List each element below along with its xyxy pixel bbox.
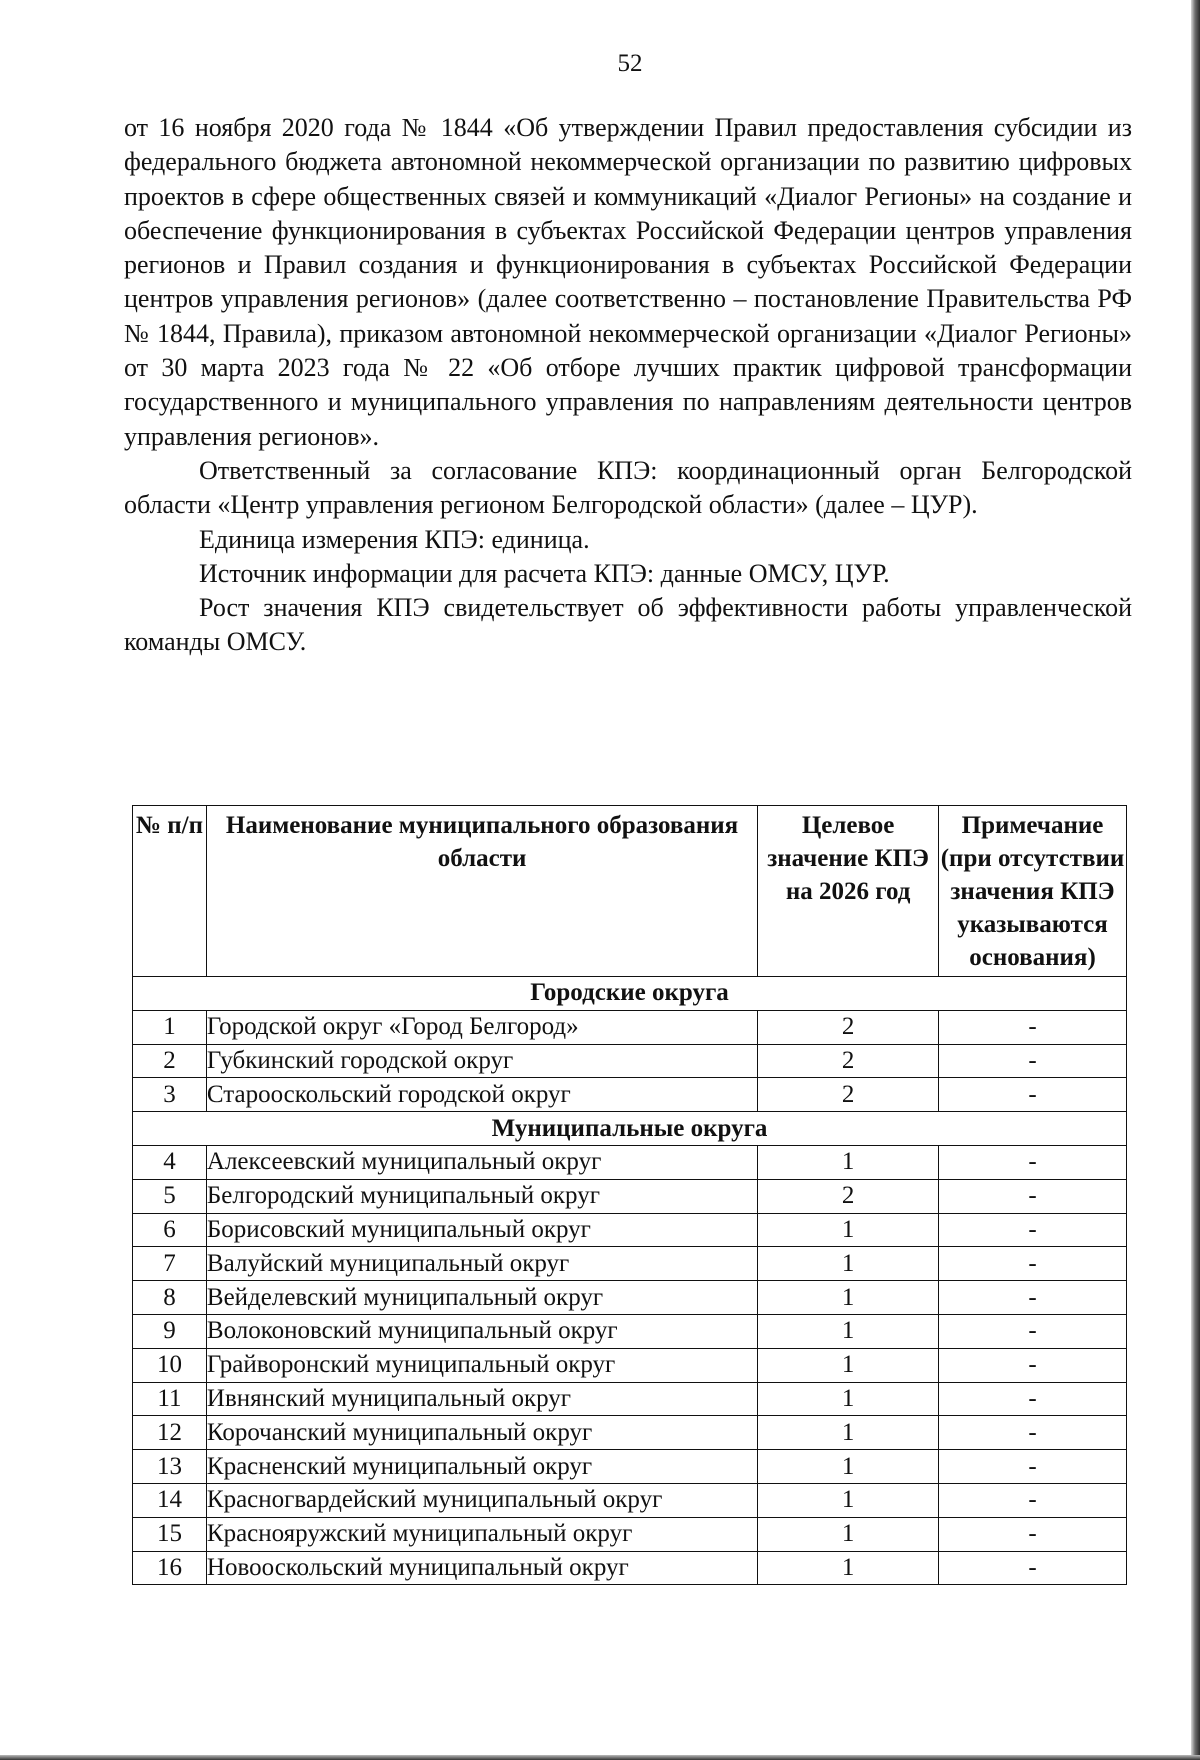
table-row (133, 1145, 1127, 1179)
table-row (133, 1382, 1127, 1416)
paragraph-continuation: от 16 ноября 2020 года № 1844 «Об утверждении Правил предоставления субсидии из федерального бюджета автономной некоммерческой организации по развитию цифровых проектов в сфере общественных связей и коммуникаций «Диалог Регионы» на создание и обеспечение функционирования в субъектах Российской Федерации центров управления регионов и Правил создания и функционирования в субъектах Российской Федерации центров управления регионов» (далее соответственно – постановление Правительства РФ № 1844, Правила), приказом автономной некоммерческой организации «Диалог Регионы» от 30 марта 2023 года № 22 «Об отборе лучших практик цифровой трансформации государственного и муниципального управления по направлениям деятельности центров управления регионов». (124, 113, 1132, 451)
cell-num: 8 (133, 1281, 207, 1315)
cell-target: 1 (758, 1145, 939, 1179)
table-row (133, 1551, 1127, 1585)
cell-note: - (939, 1416, 1127, 1450)
cell-target: 1 (758, 1416, 939, 1450)
page-number: 52 (617, 50, 643, 77)
cell-note: - (939, 1145, 1127, 1179)
cell-name: Корочанский муниципальный округ (206, 1416, 757, 1450)
table-row (133, 1416, 1127, 1450)
section-title: Муниципальные округа (133, 1112, 1127, 1146)
cell-name: Старооскольский городской округ (206, 1078, 757, 1112)
cell-num: 2 (133, 1044, 207, 1078)
cell-note: - (939, 1247, 1127, 1281)
section-title: Городские округа (133, 977, 1127, 1011)
cell-target: 1 (758, 1483, 939, 1517)
cell-num: 12 (133, 1416, 207, 1450)
cell-name: Белгородский муниципальный округ (206, 1179, 757, 1213)
table-row (133, 1483, 1127, 1517)
table-row (133, 1247, 1127, 1281)
cell-note: - (939, 1281, 1127, 1315)
table-header-row (133, 806, 1127, 977)
cell-name: Красногвардейский муниципальный округ (206, 1483, 757, 1517)
cell-num: 16 (133, 1551, 207, 1585)
cell-note: - (939, 1551, 1127, 1585)
cell-note: - (939, 1450, 1127, 1484)
body-text (124, 111, 1132, 660)
paragraph-unit: Единица измерения КПЭ: единица. (199, 524, 590, 554)
table-row (133, 1348, 1127, 1382)
scan-edge-bottom (0, 1755, 1200, 1760)
cell-note: - (939, 1348, 1127, 1382)
cell-target: 2 (758, 1010, 939, 1044)
table-body (133, 977, 1127, 1585)
cell-name: Валуйский муниципальный округ (206, 1247, 757, 1281)
cell-target: 2 (758, 1044, 939, 1078)
cell-num: 4 (133, 1145, 207, 1179)
cell-num: 10 (133, 1348, 207, 1382)
kpe-table (132, 805, 1127, 1585)
cell-name: Губкинский городской округ (206, 1044, 757, 1078)
header-note: Примечание (при отсутствии значения КПЭ указываются основания) (939, 806, 1127, 977)
cell-target: 1 (758, 1348, 939, 1382)
cell-target: 1 (758, 1281, 939, 1315)
cell-target: 2 (758, 1078, 939, 1112)
table-row (133, 1044, 1127, 1078)
table-row (133, 1078, 1127, 1112)
section-row (133, 977, 1127, 1011)
cell-note: - (939, 1483, 1127, 1517)
cell-name: Городской округ «Город Белгород» (206, 1010, 757, 1044)
cell-name: Краснояружский муниципальный округ (206, 1517, 757, 1551)
cell-num: 15 (133, 1517, 207, 1551)
section-row (133, 1112, 1127, 1146)
cell-target: 1 (758, 1247, 939, 1281)
cell-name: Красненский муниципальный округ (206, 1450, 757, 1484)
table-row (133, 1314, 1127, 1348)
cell-num: 9 (133, 1314, 207, 1348)
cell-target: 1 (758, 1450, 939, 1484)
table-row (133, 1450, 1127, 1484)
cell-num: 11 (133, 1382, 207, 1416)
cell-num: 6 (133, 1213, 207, 1247)
cell-note: - (939, 1179, 1127, 1213)
cell-name: Алексеевский муниципальный округ (206, 1145, 757, 1179)
cell-note: - (939, 1010, 1127, 1044)
cell-num: 14 (133, 1483, 207, 1517)
cell-num: 13 (133, 1450, 207, 1484)
cell-name: Ивнянский муниципальный округ (206, 1382, 757, 1416)
header-num: № п/п (133, 806, 207, 977)
table-row (133, 1010, 1127, 1044)
cell-target: 2 (758, 1179, 939, 1213)
cell-target: 1 (758, 1314, 939, 1348)
cell-target: 1 (758, 1517, 939, 1551)
cell-note: - (939, 1044, 1127, 1078)
cell-note: - (939, 1078, 1127, 1112)
scan-edge-right (1191, 0, 1200, 1760)
cell-note: - (939, 1314, 1127, 1348)
table-row (133, 1213, 1127, 1247)
paragraph-responsible: Ответственный за согласование КПЭ: координационный орган Белгородской области «Центр управления регионом Белгородской области» (далее – ЦУР). (124, 455, 1132, 520)
header-target: Целевое значение КПЭ на 2026 год (758, 806, 939, 977)
cell-name: Волоконовский муниципальный округ (206, 1314, 757, 1348)
cell-note: - (939, 1213, 1127, 1247)
cell-name: Вейделевский муниципальный округ (206, 1281, 757, 1315)
cell-name: Грайворонский муниципальный округ (206, 1348, 757, 1382)
cell-num: 7 (133, 1247, 207, 1281)
header-name: Наименование муниципального образования области (206, 806, 757, 977)
cell-target: 1 (758, 1551, 939, 1585)
paragraph-source: Источник информации для расчета КПЭ: данные ОМСУ, ЦУР. (199, 558, 890, 588)
cell-name: Новооскольский муниципальный округ (206, 1551, 757, 1585)
paragraph-growth: Рост значения КПЭ свидетельствует об эффективности работы управленческой команды ОМСУ. (124, 593, 1132, 657)
cell-num: 1 (133, 1010, 207, 1044)
table-row (133, 1281, 1127, 1315)
table-row (133, 1517, 1127, 1551)
cell-note: - (939, 1517, 1127, 1551)
table-row (133, 1179, 1127, 1213)
cell-num: 3 (133, 1078, 207, 1112)
cell-note: - (939, 1382, 1127, 1416)
cell-name: Борисовский муниципальный округ (206, 1213, 757, 1247)
cell-target: 1 (758, 1382, 939, 1416)
cell-num: 5 (133, 1179, 207, 1213)
cell-target: 1 (758, 1213, 939, 1247)
